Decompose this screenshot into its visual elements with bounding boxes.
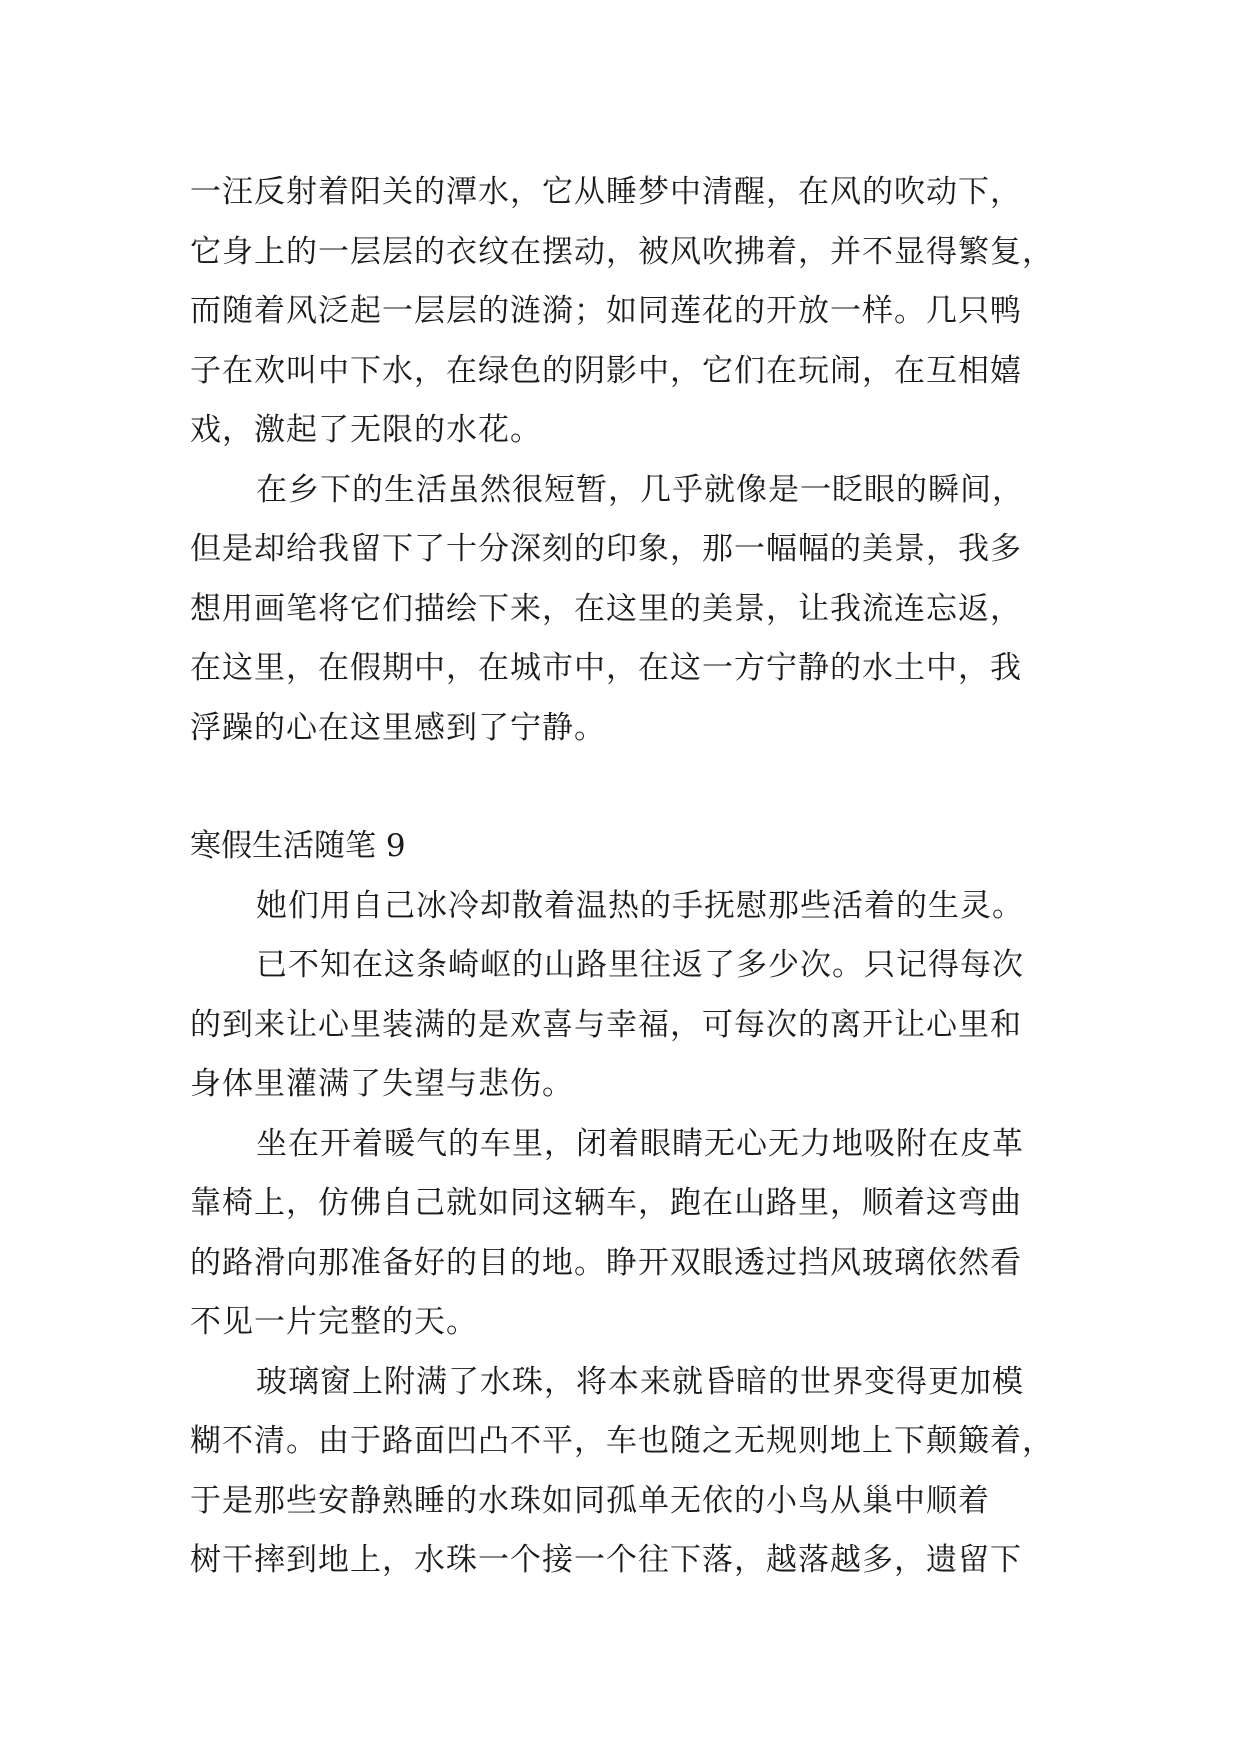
section-title: 寒假生活随笔 9 xyxy=(190,828,406,864)
text-line: 已不知在这条崎岖的山路里往返了多少次。只记得每次 xyxy=(256,947,1024,983)
text-line: 在乡下的生活虽然很短暂，几乎就像是一眨眼的瞬间， xyxy=(256,471,1024,508)
text-line: 不见一片完整的天。 xyxy=(190,1304,478,1340)
paragraph-5 xyxy=(190,1115,1060,1353)
text-line: 它身上的一层层的衣纹在摆动，被风吹拂着，并不显得繁复， xyxy=(190,233,1054,270)
text-line: 而随着风泛起一层层的涟漪；如同莲花的开放一样。几只鸭 xyxy=(190,293,1022,329)
text-line: 玻璃窗上附满了水珠，将本来就昏暗的世界变得更加模 xyxy=(256,1363,1024,1400)
text-line: 想用画笔将它们描绘下来，在这里的美景，让我流连忘返， xyxy=(190,590,1022,627)
text-line: 戏，激起了无限的水花。 xyxy=(190,412,542,448)
text-line: 的到来让心里装满的是欢喜与幸福，可每次的离开让心里和 xyxy=(190,1006,1022,1043)
paragraph-3 xyxy=(190,877,1060,937)
text-line: 在这里，在假期中，在城市中，在这一方宁静的水土中，我 xyxy=(190,650,1022,686)
document-body xyxy=(190,163,1060,1591)
text-line: 子在欢叫中下水，在绿色的阴影中，它们在玩闹，在互相嬉 xyxy=(190,352,1022,389)
text-line: 浮躁的心在这里感到了宁静。 xyxy=(190,709,606,746)
paragraph-2 xyxy=(190,461,1060,759)
text-line: 靠椅上，仿佛自己就如同这辆车，跑在山路里，顺着这弯曲 xyxy=(190,1185,1022,1221)
section-spacer xyxy=(190,758,1060,817)
text-line: 的路滑向那准备好的目的地。睁开双眼透过挡风玻璃依然看 xyxy=(190,1244,1022,1281)
text-line: 她们用自己冰冷却散着温热的手抚慰那些活着的生灵。 xyxy=(256,887,1024,924)
text-line: 树干摔到地上，水珠一个接一个往下落，越落越多，遗留下 xyxy=(190,1542,1022,1578)
text-line: 坐在开着暖气的车里，闭着眼睛无心无力地吸附在皮革 xyxy=(256,1125,1024,1162)
paragraph-4 xyxy=(190,936,1060,1115)
text-line: 一汪反射着阳关的潭水，它从睡梦中清醒，在风的吹动下， xyxy=(190,174,1022,210)
text-line: 于是那些安静熟睡的水珠如同孤单无依的小鸟从巢中顺着 xyxy=(190,1482,990,1519)
text-line: 但是却给我留下了十分深刻的印象，那一幅幅的美景，我多 xyxy=(190,531,1022,567)
paragraph-1 xyxy=(190,163,1060,461)
text-line: 身体里灌满了失望与悲伤。 xyxy=(190,1066,574,1102)
text-line: 糊不清。由于路面凹凸不平，车也随之无规则地上下颠簸着， xyxy=(190,1423,1054,1459)
paragraph-6 xyxy=(190,1353,1060,1591)
